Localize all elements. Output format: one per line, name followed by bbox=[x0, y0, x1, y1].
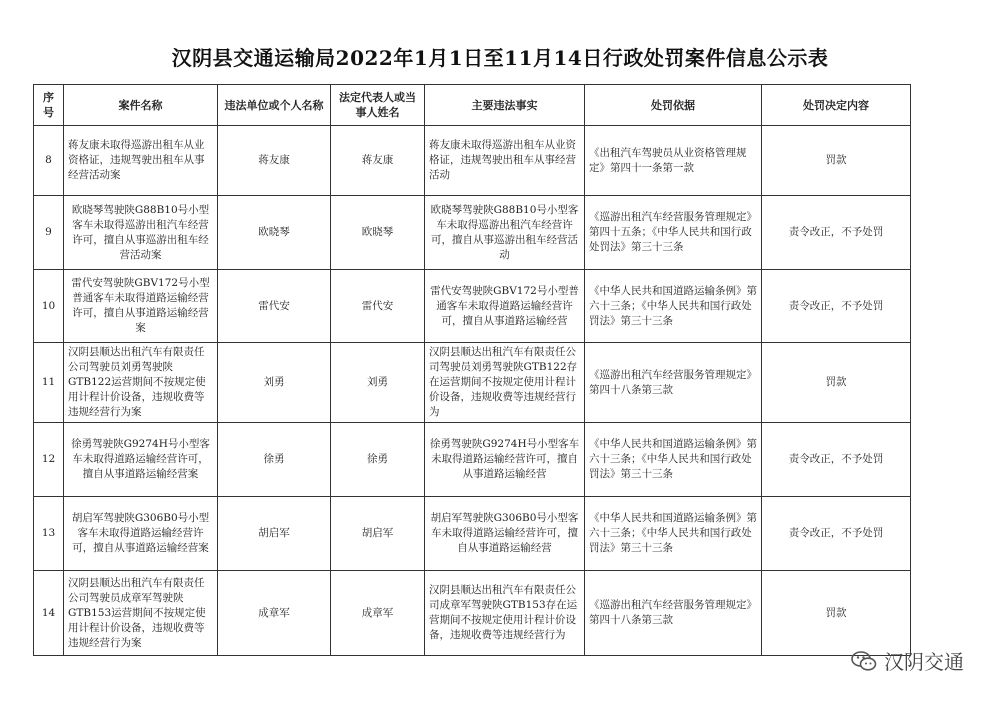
cell-legal-rep: 蒋友康 bbox=[331, 126, 425, 196]
watermark bbox=[850, 646, 964, 675]
cell-case-name: 欧晓琴驾驶陕G88B10号小型客车未取得巡游出租汽车经营许可，擅自从事巡游出租车经营活动案 bbox=[64, 196, 218, 270]
cell-facts: 胡启军驾驶陕G306B0号小型客车未取得道路运输经营许可，擅自从事道路运输经营 bbox=[425, 497, 585, 571]
cell-facts: 蒋友康未取得巡游出租车从业资格证，违规驾驶出租车从事经营活动 bbox=[425, 126, 585, 196]
table-row bbox=[34, 571, 911, 656]
cell-legal-rep: 成章军 bbox=[331, 571, 425, 656]
header-basis: 处罚依据 bbox=[585, 85, 762, 126]
cell-violator: 刘勇 bbox=[218, 343, 331, 423]
cell-decision: 责令改正，不予处罚 bbox=[762, 497, 911, 571]
cell-case-name: 汉阴县顺达出租汽车有限责任公司驾驶员刘勇驾驶陕GTB122运营期间不按规定使用计程计价设备，违规收费等违规经营行为案 bbox=[64, 343, 218, 423]
cell-decision: 罚款 bbox=[762, 571, 911, 656]
page-title: 汉阴县交通运输局2022年1月1日至11月14日行政处罚案件信息公示表 bbox=[171, 46, 829, 70]
cell-decision: 罚款 bbox=[762, 126, 911, 196]
header-legal-rep: 法定代表人或当事人姓名 bbox=[331, 85, 425, 126]
header-row bbox=[34, 85, 911, 126]
cell-violator: 欧晓琴 bbox=[218, 196, 331, 270]
cell-basis: 《出租汽车驾驶员从业资格管理规定》第四十一条第一款 bbox=[585, 126, 762, 196]
table-row bbox=[34, 343, 911, 423]
cell-basis: 《中华人民共和国道路运输条例》第六十三条；《中华人民共和国行政处罚法》第三十三条 bbox=[585, 423, 762, 497]
cell-seq: 11 bbox=[34, 343, 64, 423]
wechat-icon bbox=[850, 649, 878, 673]
cell-case-name: 胡启军驾驶陕G306B0号小型客车未取得道路运输经营许可，擅自从事道路运输经营案 bbox=[64, 497, 218, 571]
cell-basis: 《巡游出租汽车经营服务管理规定》第四十八条第三款 bbox=[585, 571, 762, 656]
header-facts: 主要违法事实 bbox=[425, 85, 585, 126]
cell-legal-rep: 刘勇 bbox=[331, 343, 425, 423]
table-row bbox=[34, 423, 911, 497]
cell-seq: 13 bbox=[34, 497, 64, 571]
cell-facts: 雷代安驾驶陕GBV172号小型普通客车未取得道路运输经营许可，擅自从事道路运输经营 bbox=[425, 270, 585, 343]
cell-seq: 14 bbox=[34, 571, 64, 656]
cell-basis: 《中华人民共和国道路运输条例》第六十三条；《中华人民共和国行政处罚法》第三十三条 bbox=[585, 270, 762, 343]
header-decision: 处罚决定内容 bbox=[762, 85, 911, 126]
cell-seq: 8 bbox=[34, 126, 64, 196]
header-seq: 序号 bbox=[34, 85, 64, 126]
table-row bbox=[34, 497, 911, 571]
penalty-table bbox=[33, 84, 911, 656]
table-row bbox=[34, 126, 911, 196]
cell-seq: 12 bbox=[34, 423, 64, 497]
cell-basis: 《巡游出租汽车经营服务管理规定》第四十八条第三款 bbox=[585, 343, 762, 423]
cell-facts: 欧晓琴驾驶陕G88B10号小型客车未取得巡游出租汽车经营许可，擅自从事巡游出租车经营活动 bbox=[425, 196, 585, 270]
cell-basis: 《中华人民共和国道路运输条例》第六十三条；《中华人民共和国行政处罚法》第三十三条 bbox=[585, 497, 762, 571]
header-violator: 违法单位或个人名称 bbox=[218, 85, 331, 126]
cell-violator: 雷代安 bbox=[218, 270, 331, 343]
cell-seq: 10 bbox=[34, 270, 64, 343]
watermark-text: 汉阴交通 bbox=[884, 650, 964, 674]
cell-case-name: 雷代安驾驶陕GBV172号小型普通客车未取得道路运输经营许可，擅自从事道路运输经营案 bbox=[64, 270, 218, 343]
cell-legal-rep: 徐勇 bbox=[331, 423, 425, 497]
cell-violator: 胡启军 bbox=[218, 497, 331, 571]
cell-seq: 9 bbox=[34, 196, 64, 270]
header-case-name: 案件名称 bbox=[64, 85, 218, 126]
cell-legal-rep: 胡启军 bbox=[331, 497, 425, 571]
cell-basis: 《巡游出租汽车经营服务管理规定》第四十五条；《中华人民共和国行政处罚法》第三十三条 bbox=[585, 196, 762, 270]
cell-facts: 徐勇驾驶陕G9274H号小型客车未取得道路运输经营许可，擅自从事道路运输经营 bbox=[425, 423, 585, 497]
cell-legal-rep: 雷代安 bbox=[331, 270, 425, 343]
cell-decision: 责令改正，不予处罚 bbox=[762, 423, 911, 497]
cell-legal-rep: 欧晓琴 bbox=[331, 196, 425, 270]
cell-case-name: 汉阴县顺达出租汽车有限责任公司驾驶员成章军驾驶陕GTB153运营期间不按规定使用计程计价设备，违规收费等违规经营行为案 bbox=[64, 571, 218, 656]
cell-facts: 汉阴县顺达出租汽车有限责任公司成章军驾驶陕GTB153存在运营期间不按规定使用计程计价设备，违规收费等违规经营行为 bbox=[425, 571, 585, 656]
cell-violator: 成章军 bbox=[218, 571, 331, 656]
table-row bbox=[34, 270, 911, 343]
cell-facts: 汉阴县顺达出租汽车有限责任公司驾驶员刘勇驾驶陕GTB122存在运营期间不按规定使用计程计价设备，违规收费等违规经营行为 bbox=[425, 343, 585, 423]
cell-decision: 罚款 bbox=[762, 343, 911, 423]
cell-case-name: 徐勇驾驶陕G9274H号小型客车未取得道路运输经营许可，擅自从事道路运输经营案 bbox=[64, 423, 218, 497]
table-row bbox=[34, 196, 911, 270]
cell-case-name: 蒋友康未取得巡游出租车从业资格证，违规驾驶出租车从事经营活动案 bbox=[64, 126, 218, 196]
cell-violator: 徐勇 bbox=[218, 423, 331, 497]
cell-violator: 蒋友康 bbox=[218, 126, 331, 196]
cell-decision: 责令改正，不予处罚 bbox=[762, 196, 911, 270]
cell-decision: 责令改正，不予处罚 bbox=[762, 270, 911, 343]
